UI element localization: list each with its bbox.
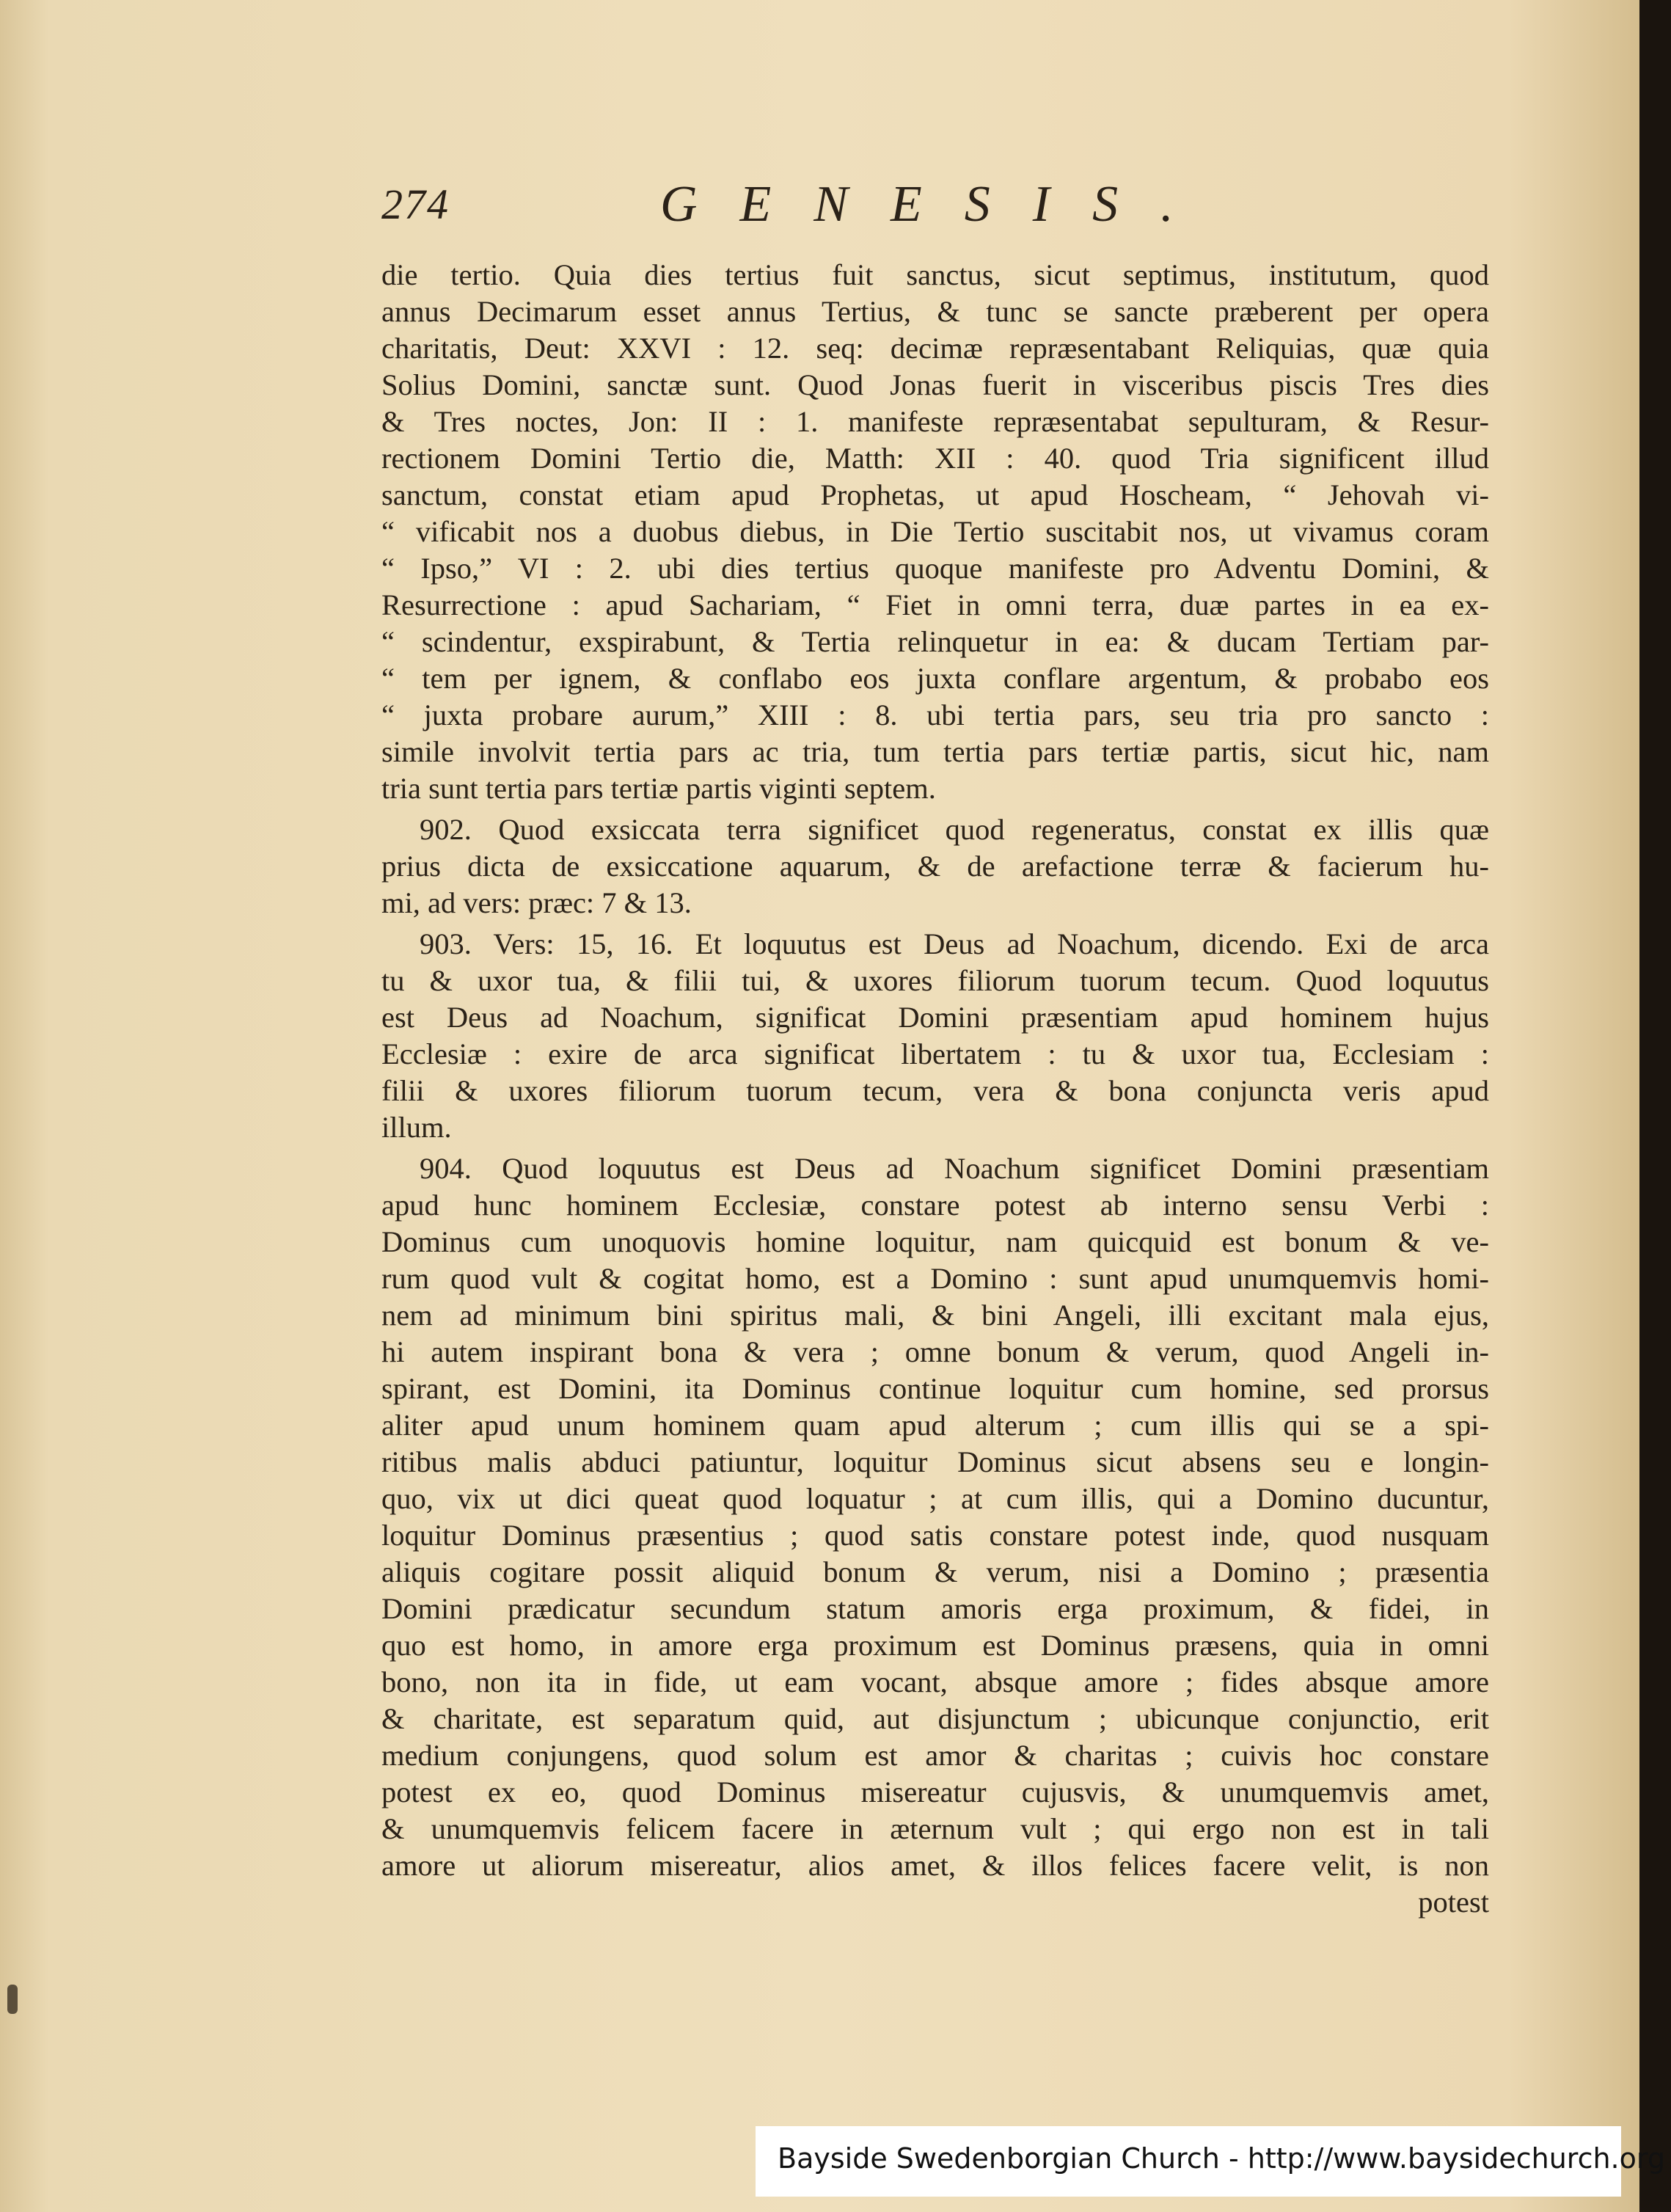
text-line: loquitur Dominus præsentius ; quod satis constare potest inde, quod nusquam (381, 1519, 1489, 1552)
text-line: mi, ad vers: præc: 7 & 13. (381, 886, 692, 919)
text-line: filii & uxores filiorum tuorum tecum, vera & bona conjuncta veris apud (381, 1074, 1489, 1107)
text-line: illum. (381, 1111, 452, 1144)
text-line: “ vificabit nos a duobus diebus, in Die Tertio suscitabit nos, ut vivamus coram (381, 515, 1489, 548)
text-line: & charitate, est separatum quid, aut disjunctum ; ubicunque conjunctio, erit (381, 1702, 1489, 1735)
catchword: potest (1418, 1886, 1489, 1919)
text-line: & unumquemvis felicem facere in æternum vult ; qui ergo non est in tali (381, 1812, 1489, 1845)
text-line: “ tem per ignem, & conflabo eos juxta conflare argentum, & probabo eos (381, 662, 1489, 695)
body-text (381, 257, 1489, 1921)
paragraph-903-start: 903. Vers: 15, 16. Et loquutus est Deus ad Noachum, dicendo. Exi de arca (420, 927, 1489, 960)
text-line: potest ex eo, quod Dominus misereatur cujusvis, & unumquemvis amet, (381, 1775, 1489, 1808)
text-line: nem ad minimum bini spiritus mali, & bini Angeli, illi excitant mala ejus, (381, 1299, 1489, 1332)
text-line: charitatis, Deut: XXVI : 12. seq: decimæ repræsentabant Reliquias, quæ quia (381, 332, 1489, 365)
text-line: sanctum, constat etiam apud Prophetas, ut apud Hoscheam, “ Jehovah vi- (381, 478, 1489, 511)
text-line: Domini prædicatur secundum statum amoris erga proximum, & fidei, in (381, 1592, 1489, 1625)
text-line: rum quod vult & cogitat homo, est a Domino : sunt apud unumquemvis homi- (381, 1262, 1489, 1295)
text-line: aliter apud unum hominem quam apud alterum ; cum illis qui se a spi- (381, 1409, 1489, 1442)
text-line: est Deus ad Noachum, significat Domini præsentiam apud hominem hujus (381, 1001, 1489, 1034)
text-line: spirant, est Domini, ita Dominus continue loquitur cum homine, sed prorsus (381, 1372, 1489, 1405)
paragraph-904-start: 904. Quod loquutus est Deus ad Noachum significet Domini præsentiam (420, 1152, 1489, 1185)
text-line: “ juxta probare aurum,” XIII : 8. ubi tertia pars, seu tria pro sancto : (381, 698, 1489, 731)
text-line: Resurrectione : apud Sachariam, “ Fiet in omni terra, duæ partes in ea ex- (381, 588, 1489, 621)
text-line: simile involvit tertia pars ac tria, tum tertia pars tertiæ partis, sicut hic, nam (381, 735, 1489, 768)
running-title: GENESIS. (660, 176, 1216, 233)
text-line: annus Decimarum esset annus Tertius, & tunc se sancte præberent per opera (381, 295, 1489, 328)
text-line: “ scindentur, exspirabunt, & Tertia relinquetur in ea: & ducam Tertiam par- (381, 625, 1489, 658)
text-line: prius dicta de exsiccatione aquarum, & de arefactione terræ & facierum hu- (381, 850, 1489, 883)
page-edge-shadow (1639, 0, 1671, 2212)
running-head (381, 176, 1496, 246)
text-line: aliquis cogitare possit aliquid bonum & verum, nisi a Domino ; præsentia (381, 1555, 1489, 1588)
text-line: hi autem inspirant bona & vera ; omne bonum & verum, quod Angeli in- (381, 1335, 1489, 1368)
ink-smudge (7, 1985, 18, 2014)
text-line: & Tres noctes, Jon: II : 1. manifeste repræsentabat sepulturam, & Resur- (381, 405, 1489, 438)
text-line: “ Ipso,” VI : 2. ubi dies tertius quoque manifeste pro Adventu Domini, & (381, 552, 1489, 585)
text-line: tu & uxor tua, & filii tui, & uxores filiorum tuorum tecum. Quod loquutus (381, 964, 1489, 997)
page-number: 274 (381, 180, 450, 228)
text-line: rectionem Domini Tertio die, Matth: XII : 40. quod Tria significent illud (381, 442, 1489, 475)
text-line: quo, vix ut dici queat quod loquatur ; at cum illis, qui a Domino ducuntur, (381, 1482, 1489, 1515)
watermark-banner (756, 2126, 1665, 2197)
text-line: ritibus malis abduci patiuntur, loquitur Dominus sicut absens seu e longin- (381, 1445, 1489, 1478)
watermark-text: Bayside Swedenborgian Church - http://www.baysidechurch.org (778, 2142, 1665, 2175)
text-line: Solius Domini, sanctæ sunt. Quod Jonas fuerit in visceribus piscis Tres dies (381, 368, 1489, 401)
text-line: die tertio. Quia dies tertius fuit sanctus, sicut septimus, institutum, quod (381, 258, 1489, 291)
text-line: amore ut aliorum misereatur, alios amet, & illos felices facere velit, is non (381, 1849, 1489, 1882)
text-line: apud hunc hominem Ecclesiæ, constare potest ab interno sensu Verbi : (381, 1189, 1489, 1222)
text-line: quo est homo, in amore erga proximum est Dominus præsens, quia in omni (381, 1629, 1489, 1662)
text-line: Dominus cum unoquovis homine loquitur, nam quicquid est bonum & ve- (381, 1225, 1489, 1258)
text-line: tria sunt tertia pars tertiæ partis viginti septem. (381, 772, 936, 805)
text-line: medium conjungens, quod solum est amor & charitas ; cuivis hoc constare (381, 1739, 1489, 1772)
text-line: bono, non ita in fide, ut eam vocant, absque amore ; fides absque amore (381, 1665, 1489, 1698)
paragraph-902-start: 902. Quod exsiccata terra significet quod regeneratus, constat ex illis quæ (420, 813, 1489, 846)
text-line: Ecclesiæ : exire de arca significat libertatem : tu & uxor tua, Ecclesiam : (381, 1037, 1489, 1070)
